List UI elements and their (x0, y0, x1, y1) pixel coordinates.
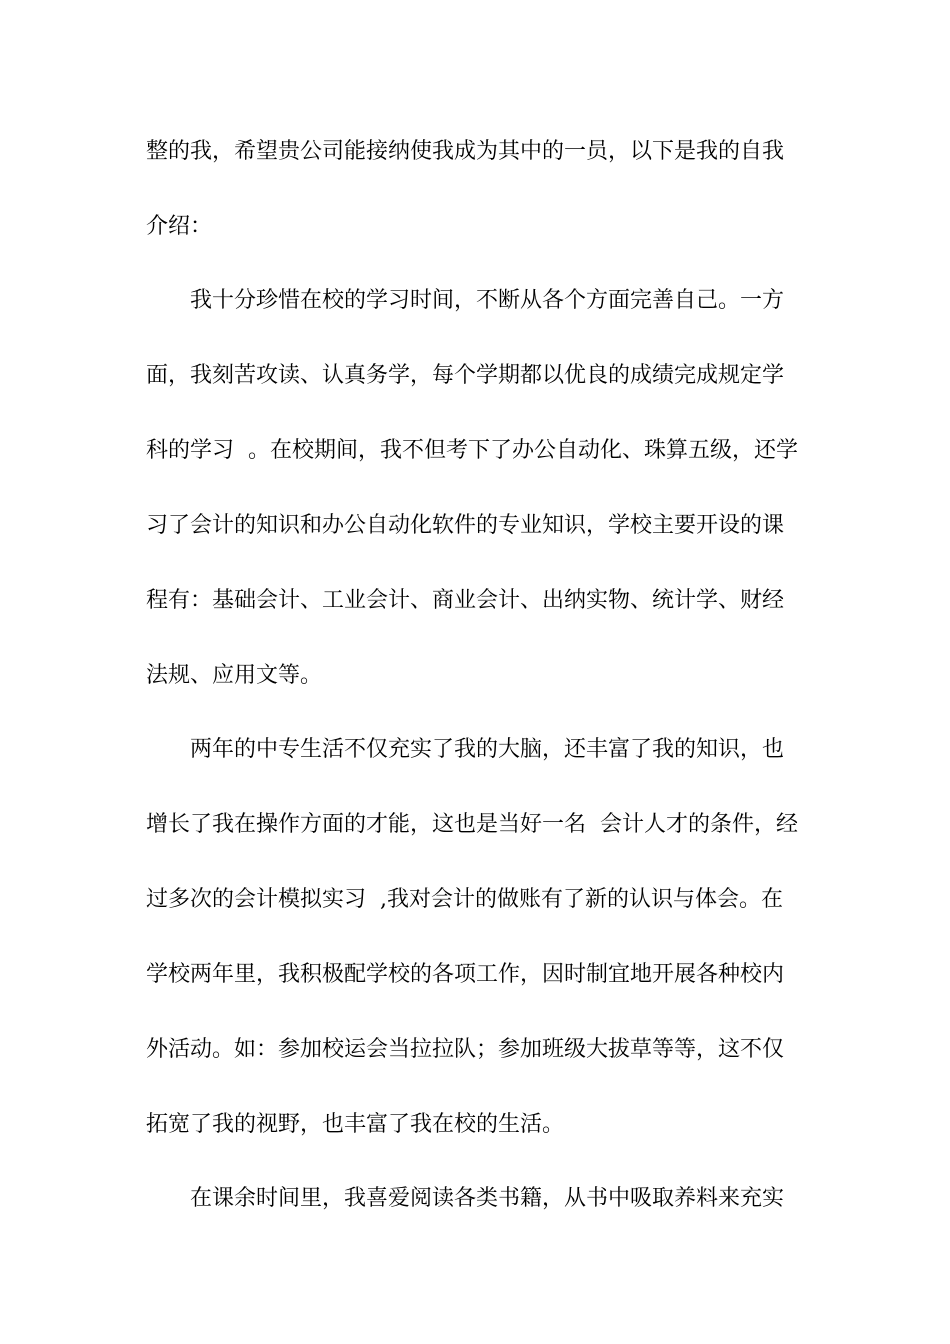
paragraph-3-line-3: 过多次的会计模拟实习 ,我对会计的做账有了新的认识与体会。在 (146, 887, 783, 912)
paragraph-2-line-6: 法规、应用文等。 (146, 663, 323, 688)
paragraph-3-line-6: 拓宽了我的视野，也丰富了我在校的生活。 (146, 1112, 565, 1137)
paragraph-3-line-2: 增长了我在操作方面的才能，这也是当好一名 会计人才的条件，经 (146, 812, 798, 837)
paragraph-2-line-2: 面，我刻苦攻读、认真务学，每个学期都以优良的成绩完成规定学 (146, 363, 785, 388)
paragraph-2-line-3: 科的学习 。在校期间，我不但考下了办公自动化、珠算五级，还学 (146, 438, 798, 463)
paragraph-2-line-5: 程有：基础会计、工业会计、商业会计、出纳实物、统计学、财经 (146, 588, 785, 613)
paragraph-3-line-4: 学校两年里，我积极配学校的各项工作，因时制宜地开展各种校内 (146, 962, 785, 987)
paragraph-2-line-1: 我十分珍惜在校的学习时间，不断从各个方面完善自己。一方 (190, 288, 785, 313)
paragraph-2-line-4: 习了会计的知识和办公自动化软件的专业知识，学校主要开设的课 (146, 513, 785, 538)
paragraph-1-line-2: 介绍： (146, 214, 213, 239)
paragraph-3-line-5: 外活动。如：参加校运会当拉拉队；参加班级大拔草等等，这不仅 (146, 1037, 785, 1062)
paragraph-3-line-1: 两年的中专生活不仅充实了我的大脑，还丰富了我的知识，也 (190, 737, 785, 762)
paragraph-4-line-1: 在课余时间里，我喜爱阅读各类书籍，从书中吸取养料来充实 (190, 1186, 785, 1211)
paragraph-1-line-1: 整的我，希望贵公司能接纳使我成为其中的一员，以下是我的自我 (146, 139, 785, 164)
